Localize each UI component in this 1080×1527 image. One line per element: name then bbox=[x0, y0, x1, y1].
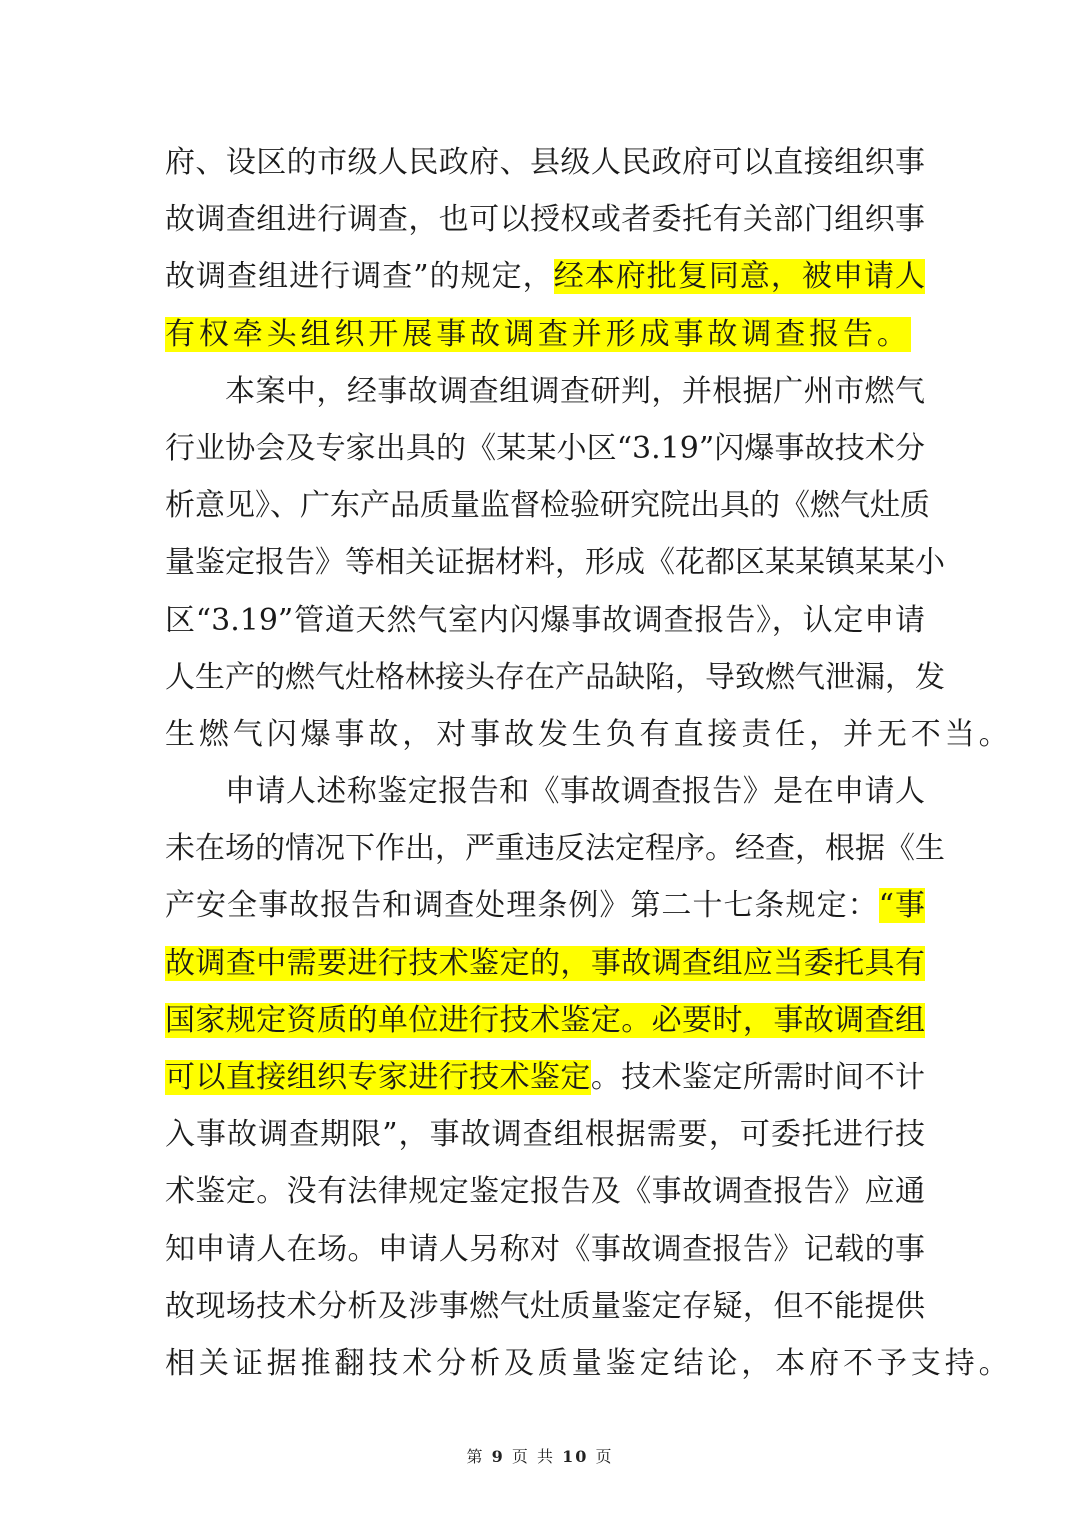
text-line bbox=[165, 592, 925, 649]
text-line bbox=[165, 134, 925, 191]
text-segment: 生燃气闪爆事故，对事故发生负有直接责任，并无不当。 bbox=[165, 716, 1013, 752]
text-line bbox=[165, 477, 930, 534]
text-segment: 府、设区的市级人民政府、县级人民政府可以直接组织事 bbox=[165, 145, 925, 180]
text-line bbox=[165, 1335, 1013, 1392]
highlighted-text: 国家规定资质的单位进行技术鉴定。必要时，事故调查组 bbox=[165, 1002, 925, 1038]
text-segment: 故调查组进行调查，也可以授权或者委托有关部门组织事 bbox=[165, 202, 925, 238]
highlighted-text: 故调查中需要进行技术鉴定的，事故调查组应当委托具有 bbox=[165, 945, 925, 981]
highlighted-text: 经本府批复同意，被申请人 bbox=[553, 259, 926, 295]
text-segment: 术鉴定。没有法律规定鉴定报告及《事故调查报告》应通 bbox=[165, 1174, 925, 1210]
footer-prefix: 第 bbox=[466, 1447, 485, 1466]
text-line bbox=[165, 534, 945, 591]
text-segment: 入事故调查期限”，事故调查组根据需要，可委托进行技 bbox=[165, 1117, 925, 1153]
highlighted-text: 有权牵头组织开展事故调查并形成事故调查报告。 bbox=[165, 316, 911, 352]
text-line bbox=[165, 306, 925, 363]
text-segment: 人生产的燃气灶格林接头存在产品缺陷，导致燃气泄漏，发 bbox=[165, 659, 945, 695]
text-line bbox=[165, 877, 925, 934]
text-segment: 申请人述称鉴定报告和《事故调查报告》是在申请人 bbox=[225, 774, 925, 810]
text-line bbox=[165, 1278, 925, 1335]
text-line bbox=[165, 1106, 925, 1163]
text-line bbox=[165, 248, 925, 305]
text-line bbox=[165, 363, 925, 420]
text-line bbox=[165, 763, 925, 820]
highlighted-text: 可以直接组织专家进行技术鉴定 bbox=[165, 1060, 591, 1095]
text-line bbox=[165, 992, 925, 1049]
text-segment: 故调查组进行调查”的规定， bbox=[165, 259, 554, 295]
text-line bbox=[165, 191, 925, 248]
footer-suffix: 页 bbox=[595, 1447, 614, 1466]
text-segment: 故现场技术分析及涉事燃气灶质量鉴定存疑，但不能提供 bbox=[165, 1288, 925, 1324]
text-segment: 。技术鉴定所需时间不计 bbox=[590, 1060, 926, 1095]
current-page-number: 9 bbox=[491, 1447, 505, 1466]
text-segment: 区“3.19”管道天然气室内闪爆事故调查报告》，认定申请 bbox=[165, 602, 925, 638]
text-segment: 未在场的情况下作出，严重违反法定程序。经查，根据《生 bbox=[165, 831, 945, 867]
document-body bbox=[165, 134, 1013, 1392]
text-segment: 知申请人在场。申请人另称对《事故调查报告》记载的事 bbox=[165, 1231, 925, 1267]
text-line bbox=[165, 820, 945, 877]
text-segment: 析意见》、广东产品质量监督检验研究院出具的《燃气灶质 bbox=[165, 488, 930, 524]
text-line bbox=[165, 1049, 925, 1106]
highlighted-text: “事 bbox=[878, 888, 926, 924]
text-line bbox=[165, 1163, 925, 1220]
total-page-count: 10 bbox=[562, 1447, 589, 1466]
text-line bbox=[165, 649, 945, 706]
footer-middle: 页 共 bbox=[511, 1447, 555, 1466]
text-line bbox=[165, 935, 925, 992]
page-footer bbox=[0, 1444, 1080, 1467]
text-segment: 行业协会及专家出具的《某某小区“3.19”闪爆事故技术分 bbox=[165, 430, 925, 466]
text-line bbox=[165, 706, 1013, 763]
text-segment: 产安全事故报告和调查处理条例》第二十七条规定： bbox=[165, 888, 879, 924]
text-line bbox=[165, 420, 925, 477]
text-segment: 量鉴定报告》等相关证据材料，形成《花都区某某镇某某小 bbox=[165, 545, 945, 581]
text-segment: 相关证据推翻技术分析及质量鉴定结论，本府不予支持。 bbox=[165, 1345, 1013, 1381]
text-line bbox=[165, 1221, 925, 1278]
text-segment: 本案中，经事故调查组调查研判，并根据广州市燃气 bbox=[225, 373, 925, 409]
